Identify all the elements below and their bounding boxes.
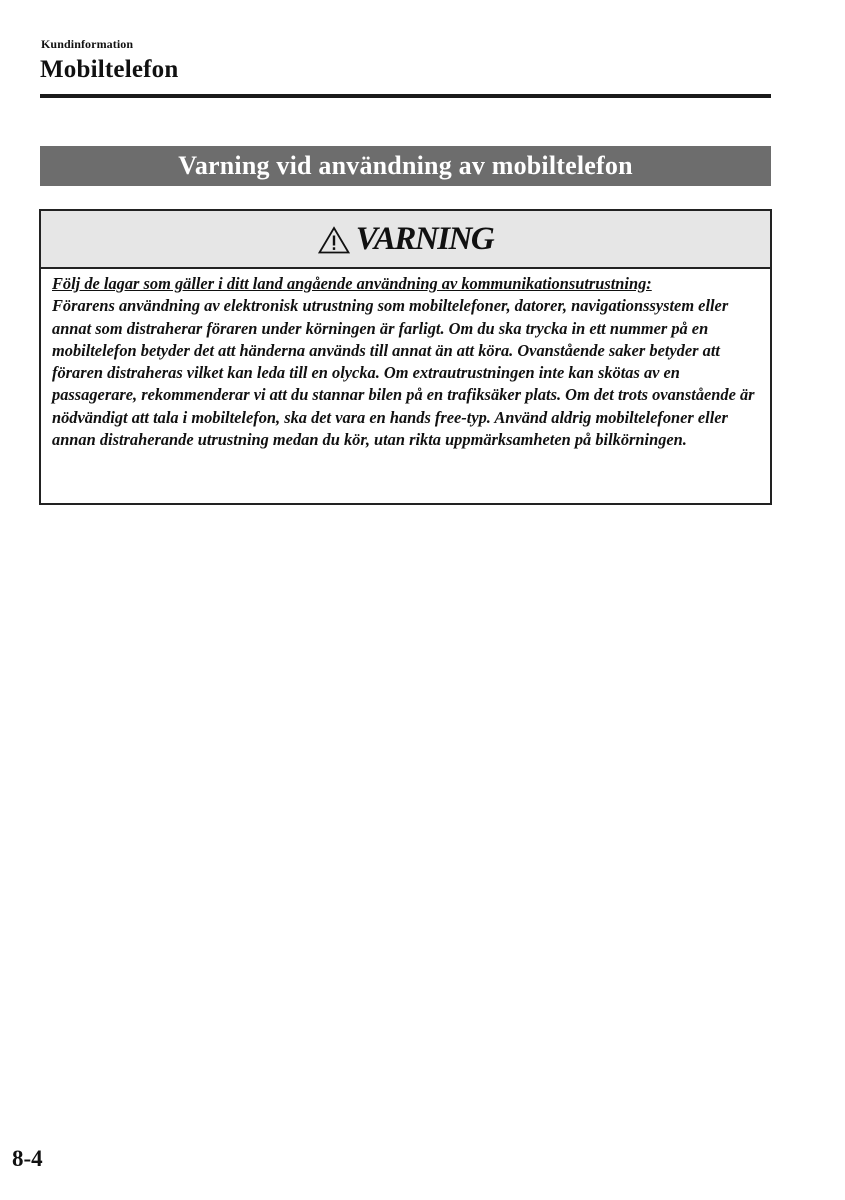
warning-triangle-icon bbox=[318, 226, 350, 254]
page-number: 8-4 bbox=[12, 1146, 43, 1171]
warning-header bbox=[41, 211, 770, 269]
page-title: Mobiltelefon bbox=[40, 56, 179, 83]
warning-lead: Följ de lagar som gäller i ditt land angående användning av kommunikationsutrustning: bbox=[52, 274, 652, 293]
title-divider bbox=[40, 94, 771, 98]
section-heading: Varning vid användning av mobiltelefon bbox=[40, 146, 771, 186]
section-label: Kundinformation bbox=[41, 37, 134, 51]
warning-text: Förarens användning av elektronisk utrustning som mobiltelefoner, datorer, navigationssystem eller annat som distraherar föraren under körningen är farligt. Om du ska trycka in ett nummer på en mobiltelefon betyder det att händerna används till annat än att köra. Ovanstående saker betyder att föraren distraheras vilket kan leda till en olycka. Om extrautrustningen inte kan skötas av en passagerare, rekommenderar vi att du stannar bilen på en trafiksäker plats. Om det trots ovanstående är nödvändigt att tala i mobiltelefon, ska det vara en hands free-typ. Använd aldrig mobiltelefoner eller annan distraherande utrustning medan du kör, utan rikta uppmärksamheten på bilkörningen. bbox=[52, 296, 755, 450]
warning-box bbox=[39, 209, 772, 505]
warning-body bbox=[41, 269, 770, 451]
warning-title: VARNING bbox=[355, 220, 494, 257]
